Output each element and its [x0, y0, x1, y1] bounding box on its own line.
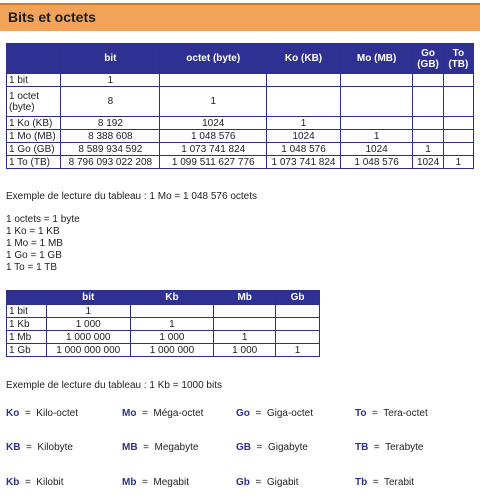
table-cell — [276, 331, 320, 344]
legend-abbr: Tb — [355, 477, 368, 488]
row-label: 1 Mo (MB) — [7, 130, 61, 143]
equivalence-item: 1 To = 1 TB — [6, 262, 58, 273]
table-row — [7, 156, 474, 169]
bytes-table — [6, 43, 474, 169]
table-cell: 1 000 000 000 — [46, 344, 130, 357]
table-cell — [340, 117, 413, 130]
table-row — [7, 305, 320, 318]
legend-abbr: KB — [6, 442, 21, 453]
table-cell — [443, 87, 473, 117]
row-label: 1 bit — [7, 74, 61, 87]
table1-header-5: Go (GB) — [413, 44, 443, 74]
equivalence-item: 1 octets = 1 byte — [6, 214, 80, 225]
legend-abbr: TB — [355, 442, 369, 453]
legend-meaning: = Méga-octet — [136, 408, 204, 419]
legend-abbr: Mb — [122, 477, 137, 488]
example-bits: Exemple de lecture du tableau : 1 Kb = 1000 bits — [6, 380, 222, 391]
table-cell — [340, 87, 413, 117]
table-cell: 1 — [46, 305, 130, 318]
table-cell — [443, 143, 473, 156]
legend-meaning: = Kilobyte — [20, 442, 73, 453]
table-cell — [130, 305, 214, 318]
table1-header-1: bit — [61, 44, 160, 74]
table-cell: 1 000 — [130, 331, 214, 344]
table-cell — [413, 117, 443, 130]
page-header — [0, 3, 480, 31]
table-cell: 8 796 093 022 208 — [61, 156, 160, 169]
legend-meaning: = Megabyte — [137, 442, 199, 453]
legend-abbr: Go — [236, 408, 250, 419]
legend-item — [355, 477, 414, 488]
table-row — [7, 130, 474, 143]
table-cell: 1 — [61, 74, 160, 87]
table-cell: 1 048 576 — [340, 156, 413, 169]
legend-item — [6, 477, 64, 488]
legend-meaning: = Terabyte — [368, 442, 424, 453]
table-cell: 1 000 — [214, 344, 276, 357]
row-label: 1 Go (GB) — [7, 143, 61, 156]
legend-meaning: = Kilobit — [19, 477, 64, 488]
legend-meaning: = Kilo-octet — [19, 408, 78, 419]
row-label: 1 bit — [7, 305, 47, 318]
table-cell: 8 192 — [61, 117, 160, 130]
row-label: 1 Ko (KB) — [7, 117, 61, 130]
table-cell: 1 — [267, 117, 341, 130]
legend-item — [6, 408, 78, 419]
table-cell — [267, 74, 341, 87]
table-cell — [443, 117, 473, 130]
legend-abbr: Kb — [6, 477, 20, 488]
table-cell: 1 — [130, 318, 214, 331]
table-cell: 1 — [160, 87, 267, 117]
row-label: 1 Kb — [7, 318, 47, 331]
table-cell: 1024 — [160, 117, 267, 130]
legend-item — [236, 408, 313, 419]
table2-header-2: Kb — [130, 291, 214, 305]
legend-abbr: MB — [122, 442, 138, 453]
table-cell: 8 388 608 — [61, 130, 160, 143]
table1-header-0 — [7, 44, 61, 74]
table-row — [7, 117, 474, 130]
table-cell — [443, 130, 473, 143]
table-cell: 1 099 511 627 776 — [160, 156, 267, 169]
table2-header-4: Gb — [276, 291, 320, 305]
equivalence-item: 1 Mo = 1 MB — [6, 238, 63, 249]
row-label: 1 Gb — [7, 344, 47, 357]
bits-table — [6, 290, 320, 357]
table-cell: 1 000 000 — [46, 331, 130, 344]
table-cell — [340, 74, 413, 87]
table-cell — [276, 318, 320, 331]
table-cell — [214, 305, 276, 318]
row-label: 1 octet (byte) — [7, 87, 61, 117]
legend-meaning: = Giga-octet — [249, 408, 313, 419]
table-cell — [276, 305, 320, 318]
table-cell — [413, 87, 443, 117]
table-cell — [214, 318, 276, 331]
table1-header-4: Mo (MB) — [340, 44, 413, 74]
table-cell: 1 048 576 — [160, 130, 267, 143]
legend-item — [122, 477, 189, 488]
legend-item — [355, 408, 428, 419]
table-cell: 1 073 741 824 — [160, 143, 267, 156]
table-cell: 1 073 741 824 — [267, 156, 341, 169]
table-cell: 1024 — [413, 156, 443, 169]
table2-header-3: Mb — [214, 291, 276, 305]
table-row — [7, 318, 320, 331]
legend-item — [236, 442, 308, 453]
row-label: 1 Mb — [7, 331, 47, 344]
table-cell: 1 — [340, 130, 413, 143]
equivalence-list — [6, 214, 80, 274]
equivalence-item: 1 Go = 1 GB — [6, 250, 62, 261]
legend-meaning: = Gigabyte — [251, 442, 308, 453]
table-row — [7, 331, 320, 344]
legend-abbr: Ko — [6, 408, 20, 419]
table-cell — [413, 74, 443, 87]
equivalence-item: 1 Ko = 1 KB — [6, 226, 60, 237]
table-cell: 1 048 576 — [267, 143, 341, 156]
table-cell: 1 000 000 — [130, 344, 214, 357]
page-title: Bits et octets — [8, 9, 96, 25]
table-row — [7, 344, 320, 357]
legend-meaning: = Megabit — [136, 477, 189, 488]
table-cell: 1 — [214, 331, 276, 344]
table-cell: 1 — [443, 156, 473, 169]
table-cell — [160, 74, 267, 87]
legend-item — [6, 442, 73, 453]
table-cell — [267, 87, 341, 117]
legend-abbr: Gb — [236, 477, 250, 488]
table-cell: 1 — [413, 143, 443, 156]
table-cell: 8 589 934 592 — [61, 143, 160, 156]
table-cell: 1024 — [340, 143, 413, 156]
legend-meaning: = Terabit — [367, 477, 415, 488]
table-cell: 1 — [276, 344, 320, 357]
legend-item — [122, 442, 198, 453]
legend-meaning: = Gigabit — [249, 477, 299, 488]
table1-header-6: To (TB) — [443, 44, 473, 74]
table-row — [7, 143, 474, 156]
legend-abbr: To — [355, 408, 367, 419]
table-cell: 1 000 — [46, 318, 130, 331]
table2-header-1: bit — [46, 291, 130, 305]
table2-header-0 — [7, 291, 47, 305]
legend-meaning: = Tera-octet — [366, 408, 428, 419]
table1-header-2: octet (byte) — [160, 44, 267, 74]
table1-header-3: Ko (KB) — [267, 44, 341, 74]
legend-abbr: GB — [236, 442, 251, 453]
table-cell: 1024 — [267, 130, 341, 143]
table-cell — [443, 74, 473, 87]
legend-item — [122, 408, 203, 419]
table-cell — [413, 130, 443, 143]
legend-abbr: Mo — [122, 408, 137, 419]
example-bytes: Exemple de lecture du tableau : 1 Mo = 1 048 576 octets — [6, 191, 257, 202]
table-row — [7, 87, 474, 117]
legend-item — [236, 477, 299, 488]
row-label: 1 To (TB) — [7, 156, 61, 169]
legend-item — [355, 442, 423, 453]
table-row — [7, 74, 474, 87]
table-cell: 8 — [61, 87, 160, 117]
